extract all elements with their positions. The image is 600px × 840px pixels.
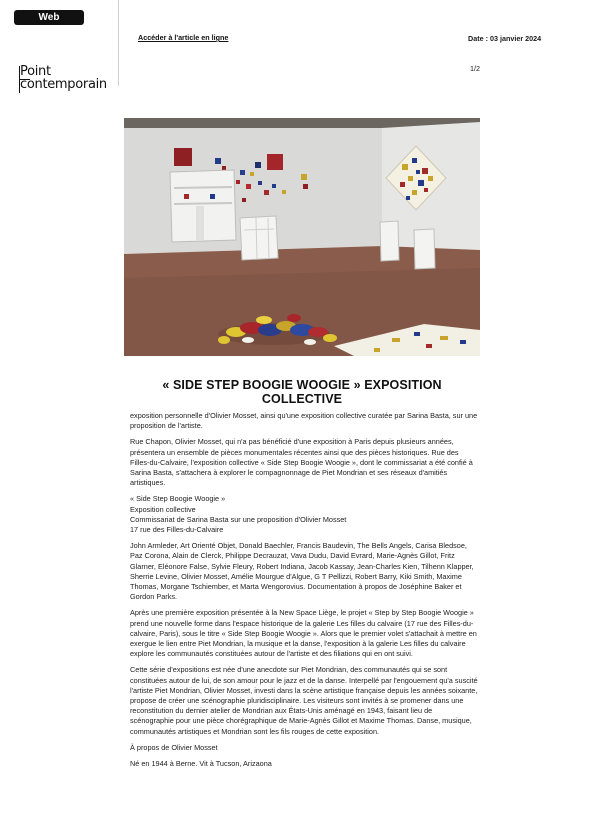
info-line-2: Exposition collective [130, 504, 196, 514]
paragraph-7: Né en 1944 à Berne. Vit à Tucson, Arizaona [130, 759, 272, 769]
point-contemporain-logo [18, 62, 107, 94]
logo-line-2: contemporain [20, 77, 107, 92]
paragraph-4: Après une première exposition présentée à la New Space Liège, le projet « Step by Step Boogie Woogie » prend une nouvelle forme dans l'espace historique de la galerie Les filles du calvaire (17 rue des Filles-du-calvaire, Paris), sous le titre « Side Step Boogie Woogie ». Alors que le premier volet s'attachait à mettre en exergue le lien entre Piet Mondrian, la musique et la danse, l'exposition à la galerie Les filles du calvaire explore les communautés constituées autour de l'artiste et des filiations qui en ont suivi. [130, 608, 477, 659]
article-title: « SIDE STEP BOOGIE WOOGIE » EXPOSITION COLLECTIVE [162, 378, 442, 406]
article-body [130, 411, 478, 775]
exhibition-info [130, 494, 478, 535]
info-line-1: « Side Step Boogie Woogie » [130, 494, 226, 504]
page-number: 1/2 [470, 64, 480, 73]
paragraph-2: Rue Chapon, Olivier Mosset, qui n'a pas bénéficié d'une exposition à Paris depuis plusieurs années, présentera un ensemble de pièces monumentales récentes ainsi que des pièces historiques. Rue des Filles-du-Calvaire, l'exposition collective « Side Step Boogie Woogie », dont le commissariat a été confié à Sarina Basta, s'attachera à explorer le compagnonnage de Piet Mondrian et ses réseaux d'amitiés artistiques. [130, 437, 473, 488]
exhibition-photo [124, 118, 480, 356]
web-badge: Web [14, 10, 84, 25]
paragraph-5: Cette série d'expositions est née d'une anecdote sur Piet Mondrian, des communautés qui se sont constituées autour de lui, de son amour pour le jazz et de la danse. Interpellé par l'engouement qu'a suscité l'artiste Piet Mondrian, Olivier Mosset, investi dans la scène artistique française depuis les années soixante, propose de créer une scénographie pluridisciplinaire. Les visiteurs sont invités à se promener dans une reconstitution du dernier atelier de Mondrian aux États-Unis aménagé en 1943, faisant lieu de scénographie pour une pièce chorégraphique de Marie-Agnès Gillot et Maxime Thomas. Danse, musique, communautés artistiques et Mondrian sont les fils rouges de cette exposition. [130, 665, 478, 736]
logo-line-1: Point [20, 64, 51, 79]
date-label: Date : 03 janvier 2024 [468, 34, 542, 43]
paragraph-6: À propos de Olivier Mosset [130, 742, 218, 752]
paragraph-1: exposition personnelle d'Olivier Mosset, ainsi qu'une exposition collective curatée par Sarina Basta, sur une proposition de l'artiste. [130, 411, 478, 431]
info-line-3: Commissariat de Sarina Basta sur une proposition d'Olivier Mosset [130, 514, 347, 524]
paragraph-3: John Armleder, Art Orienté Objet, Donald Baechler, Francis Baudevin, The Bells Angels, Carisa Bledsoe, Paz Corona, Alain de Clerck, Philippe Decrauzat, Vava Dudu, David Evrard, Marie-Agnès Gillot, Fritz Glarner, Eléonore False, Sylvie Fleury, Robert Indiana, Jacob Kassay, Jean-Charles Kien, Tilhenn Klapper, Sherrie Levine, Olivier Mosset, Amélie Mourgue d'Algue, G T Pellizzi, Robert Barry, Kiki Smith, Maxime Thomas, Morgane Tschiember, et Marta Wengorovius. Documentation à propos de Joséphine Baker et Gordon Parks. [130, 541, 474, 602]
header-divider [118, 0, 119, 86]
info-line-4: 17 rue des Filles-du-Calvaire [130, 525, 224, 535]
article-online-link[interactable]: Accéder à l'article en ligne [138, 33, 229, 42]
